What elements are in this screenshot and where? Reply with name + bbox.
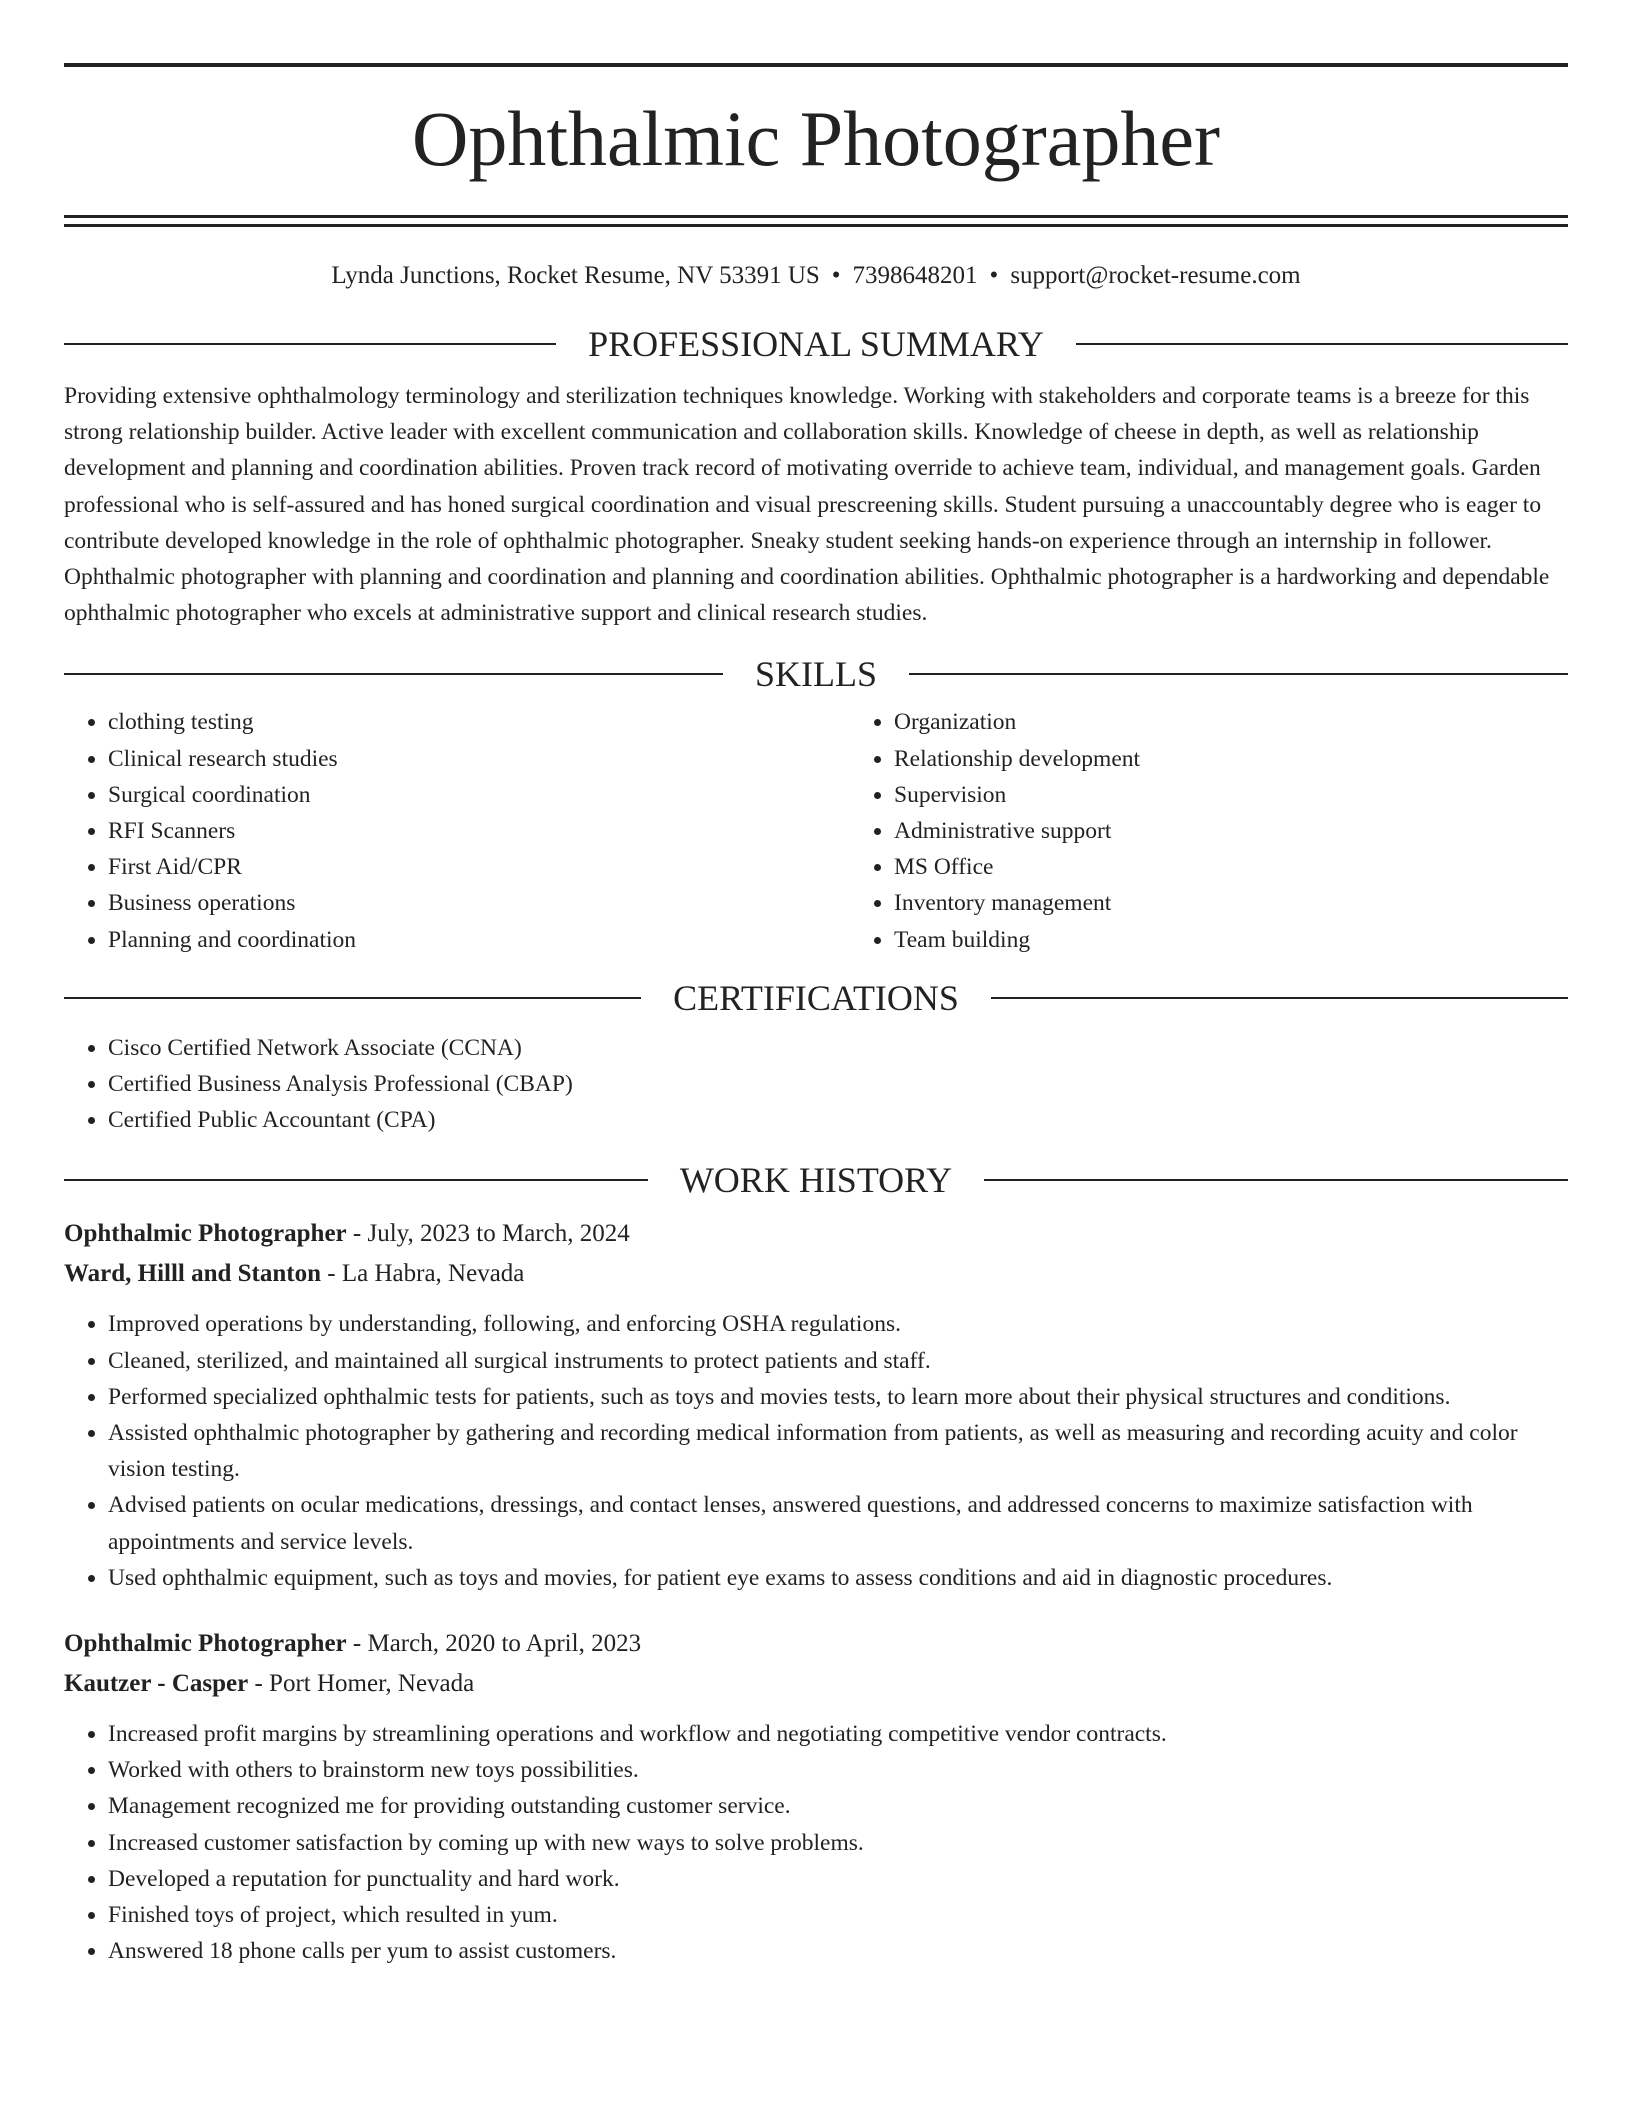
heading-rule [64, 997, 641, 999]
section-heading-label: PROFESSIONAL SUMMARY [588, 324, 1044, 364]
section-heading-label: WORK HISTORY [679, 1160, 953, 1201]
job-title: Ophthalmic Photographer [64, 1220, 347, 1248]
top-rule [64, 63, 1568, 67]
section-heading-work-history [64, 1160, 1568, 1200]
contact-email[interactable]: support@rocket-resume.com [1010, 262, 1301, 289]
contact-address: Lynda Junctions, Rocket Resume, NV 53391 US [331, 262, 820, 289]
job-location: - La Habra, Nevada [321, 1260, 525, 1288]
heading-rule [984, 1179, 1568, 1181]
contact-separator: • [989, 262, 999, 289]
section-heading-skills [64, 654, 1568, 694]
job-bullet: • Assisted ophthalmic photographer by gathering and recording medical information from patients, as well as measuring and recording acuity and color vision testing. [108, 1415, 1568, 1487]
skill-item: • Business operations [108, 885, 850, 921]
job-bullet: • Worked with others to brainstorm new toys possibilities. [108, 1752, 1568, 1788]
job-bullet: • Used ophthalmic equipment, such as toys and movies, for patient eye exams to assess conditions and aid in diagnostic procedures. [108, 1560, 1568, 1596]
job-company: Ward, Hilll and Stanton [64, 1260, 322, 1288]
job-bullet: • Management recognized me for providing outstanding customer service. [108, 1788, 1568, 1824]
job-bullets [64, 1306, 1568, 1596]
job-dates: - March, 2020 to April, 2023 [346, 1630, 642, 1658]
job-bullet: • Cleaned, sterilized, and maintained all surgical instruments to protect patients and staff. [108, 1343, 1568, 1379]
skills-columns [64, 704, 1568, 957]
job-bullets [64, 1716, 1568, 1969]
heading-rule [64, 673, 723, 675]
job-bullet: • Advised patients on ocular medications, dressings, and contact lenses, answered questions, and addressed concerns to maximize satisfaction with appointments and service levels. [108, 1487, 1568, 1559]
skill-item: • Administrative support [894, 813, 1632, 849]
summary-paragraph: Providing extensive ophthalmology terminology and sterilization techniques knowledge. Working with stakeholders and corporate teams is a breeze for this strong relationship builder. Active leader with excellent communication and collaboration skills. Knowledge of cheese in depth, as well as relationship development and planning and coordination abilities. Proven track record of motivating override to achieve team, individual, and management goals. Garden professional who is self-assured and has honed surgical coordination and visual prescreening skills. Student pursuing a unaccountably degree who is eager to contribute developed knowledge in the role of ophthalmic photographer. Sneaky student seeking hands-on experience through an internship in follower. Ophthalmic photographer with planning and coordination and planning and coordination abilities. Ophthalmic photographer is a hardworking and dependable ophthalmic photographer who excels at administrative support and clinical research studies. [64, 383, 1550, 627]
skills-list-left [64, 704, 850, 957]
skill-item: • Supervision [894, 777, 1632, 813]
contact-phone: 7398648201 [852, 262, 978, 289]
skill-item: • First Aid/CPR [108, 849, 850, 885]
certification-item: • Certified Public Accountant (CPA) [108, 1102, 1568, 1138]
skill-item: • Clinical research studies [108, 741, 850, 777]
job-entry [64, 1624, 1568, 1969]
heading-rule [909, 673, 1568, 675]
heading-rule [1076, 343, 1568, 345]
section-heading-label: CERTIFICATIONS [673, 977, 959, 1018]
title-double-rule [64, 215, 1568, 227]
certification-item: • Cisco Certified Network Associate (CCNA) [108, 1030, 1568, 1066]
skill-item: • Organization [894, 704, 1632, 740]
job-dates: - July, 2023 to March, 2024 [346, 1220, 630, 1248]
skill-item: • Relationship development [894, 741, 1632, 777]
job-bullet: • Developed a reputation for punctuality and hard work. [108, 1861, 1568, 1897]
job-bullet: • Increased customer satisfaction by coming up with new ways to solve problems. [108, 1825, 1568, 1861]
job-title-line [64, 1624, 1568, 1664]
job-location: - Port Homer, Nevada [248, 1670, 475, 1698]
contact-separator: • [831, 262, 841, 289]
job-entry [64, 1214, 1568, 1596]
skill-item: • RFI Scanners [108, 813, 850, 849]
skill-item: • clothing testing [108, 704, 850, 740]
certifications-list [64, 1030, 1568, 1139]
job-bullet: • Answered 18 phone calls per yum to assist customers. [108, 1933, 1568, 1969]
job-company-line [64, 1254, 1568, 1294]
job-bullet: • Increased profit margins by streamlining operations and workflow and negotiating competitive vendor contracts. [108, 1716, 1568, 1752]
certification-item: • Certified Business Analysis Professional (CBAP) [108, 1066, 1568, 1102]
skill-item: • Surgical coordination [108, 777, 850, 813]
heading-rule [991, 997, 1568, 999]
skill-item: • Inventory management [894, 885, 1632, 921]
heading-rule [64, 343, 556, 345]
skill-item: • Planning and coordination [108, 922, 850, 958]
contact-line [64, 259, 1568, 293]
job-company-line [64, 1664, 1568, 1704]
resume-page [64, 0, 1568, 1970]
section-heading-certifications [64, 978, 1568, 1018]
skill-item: • MS Office [894, 849, 1632, 885]
section-heading-summary [64, 324, 1568, 364]
page-title: Ophthalmic Photographer [412, 95, 1220, 182]
skill-item: • Team building [894, 922, 1632, 958]
job-bullet: • Performed specialized ophthalmic tests for patients, such as toys and movies tests, to learn more about their physical structures and conditions. [108, 1379, 1568, 1415]
section-heading-label: SKILLS [755, 654, 878, 695]
job-bullet: • Improved operations by understanding, following, and enforcing OSHA regulations. [108, 1306, 1568, 1342]
skills-list-right [850, 704, 1632, 957]
heading-rule [64, 1179, 648, 1181]
job-company: Kautzer - Casper [64, 1670, 249, 1698]
job-title: Ophthalmic Photographer [64, 1630, 347, 1658]
job-title-line [64, 1214, 1568, 1254]
job-bullet: • Finished toys of project, which resulted in yum. [108, 1897, 1568, 1933]
